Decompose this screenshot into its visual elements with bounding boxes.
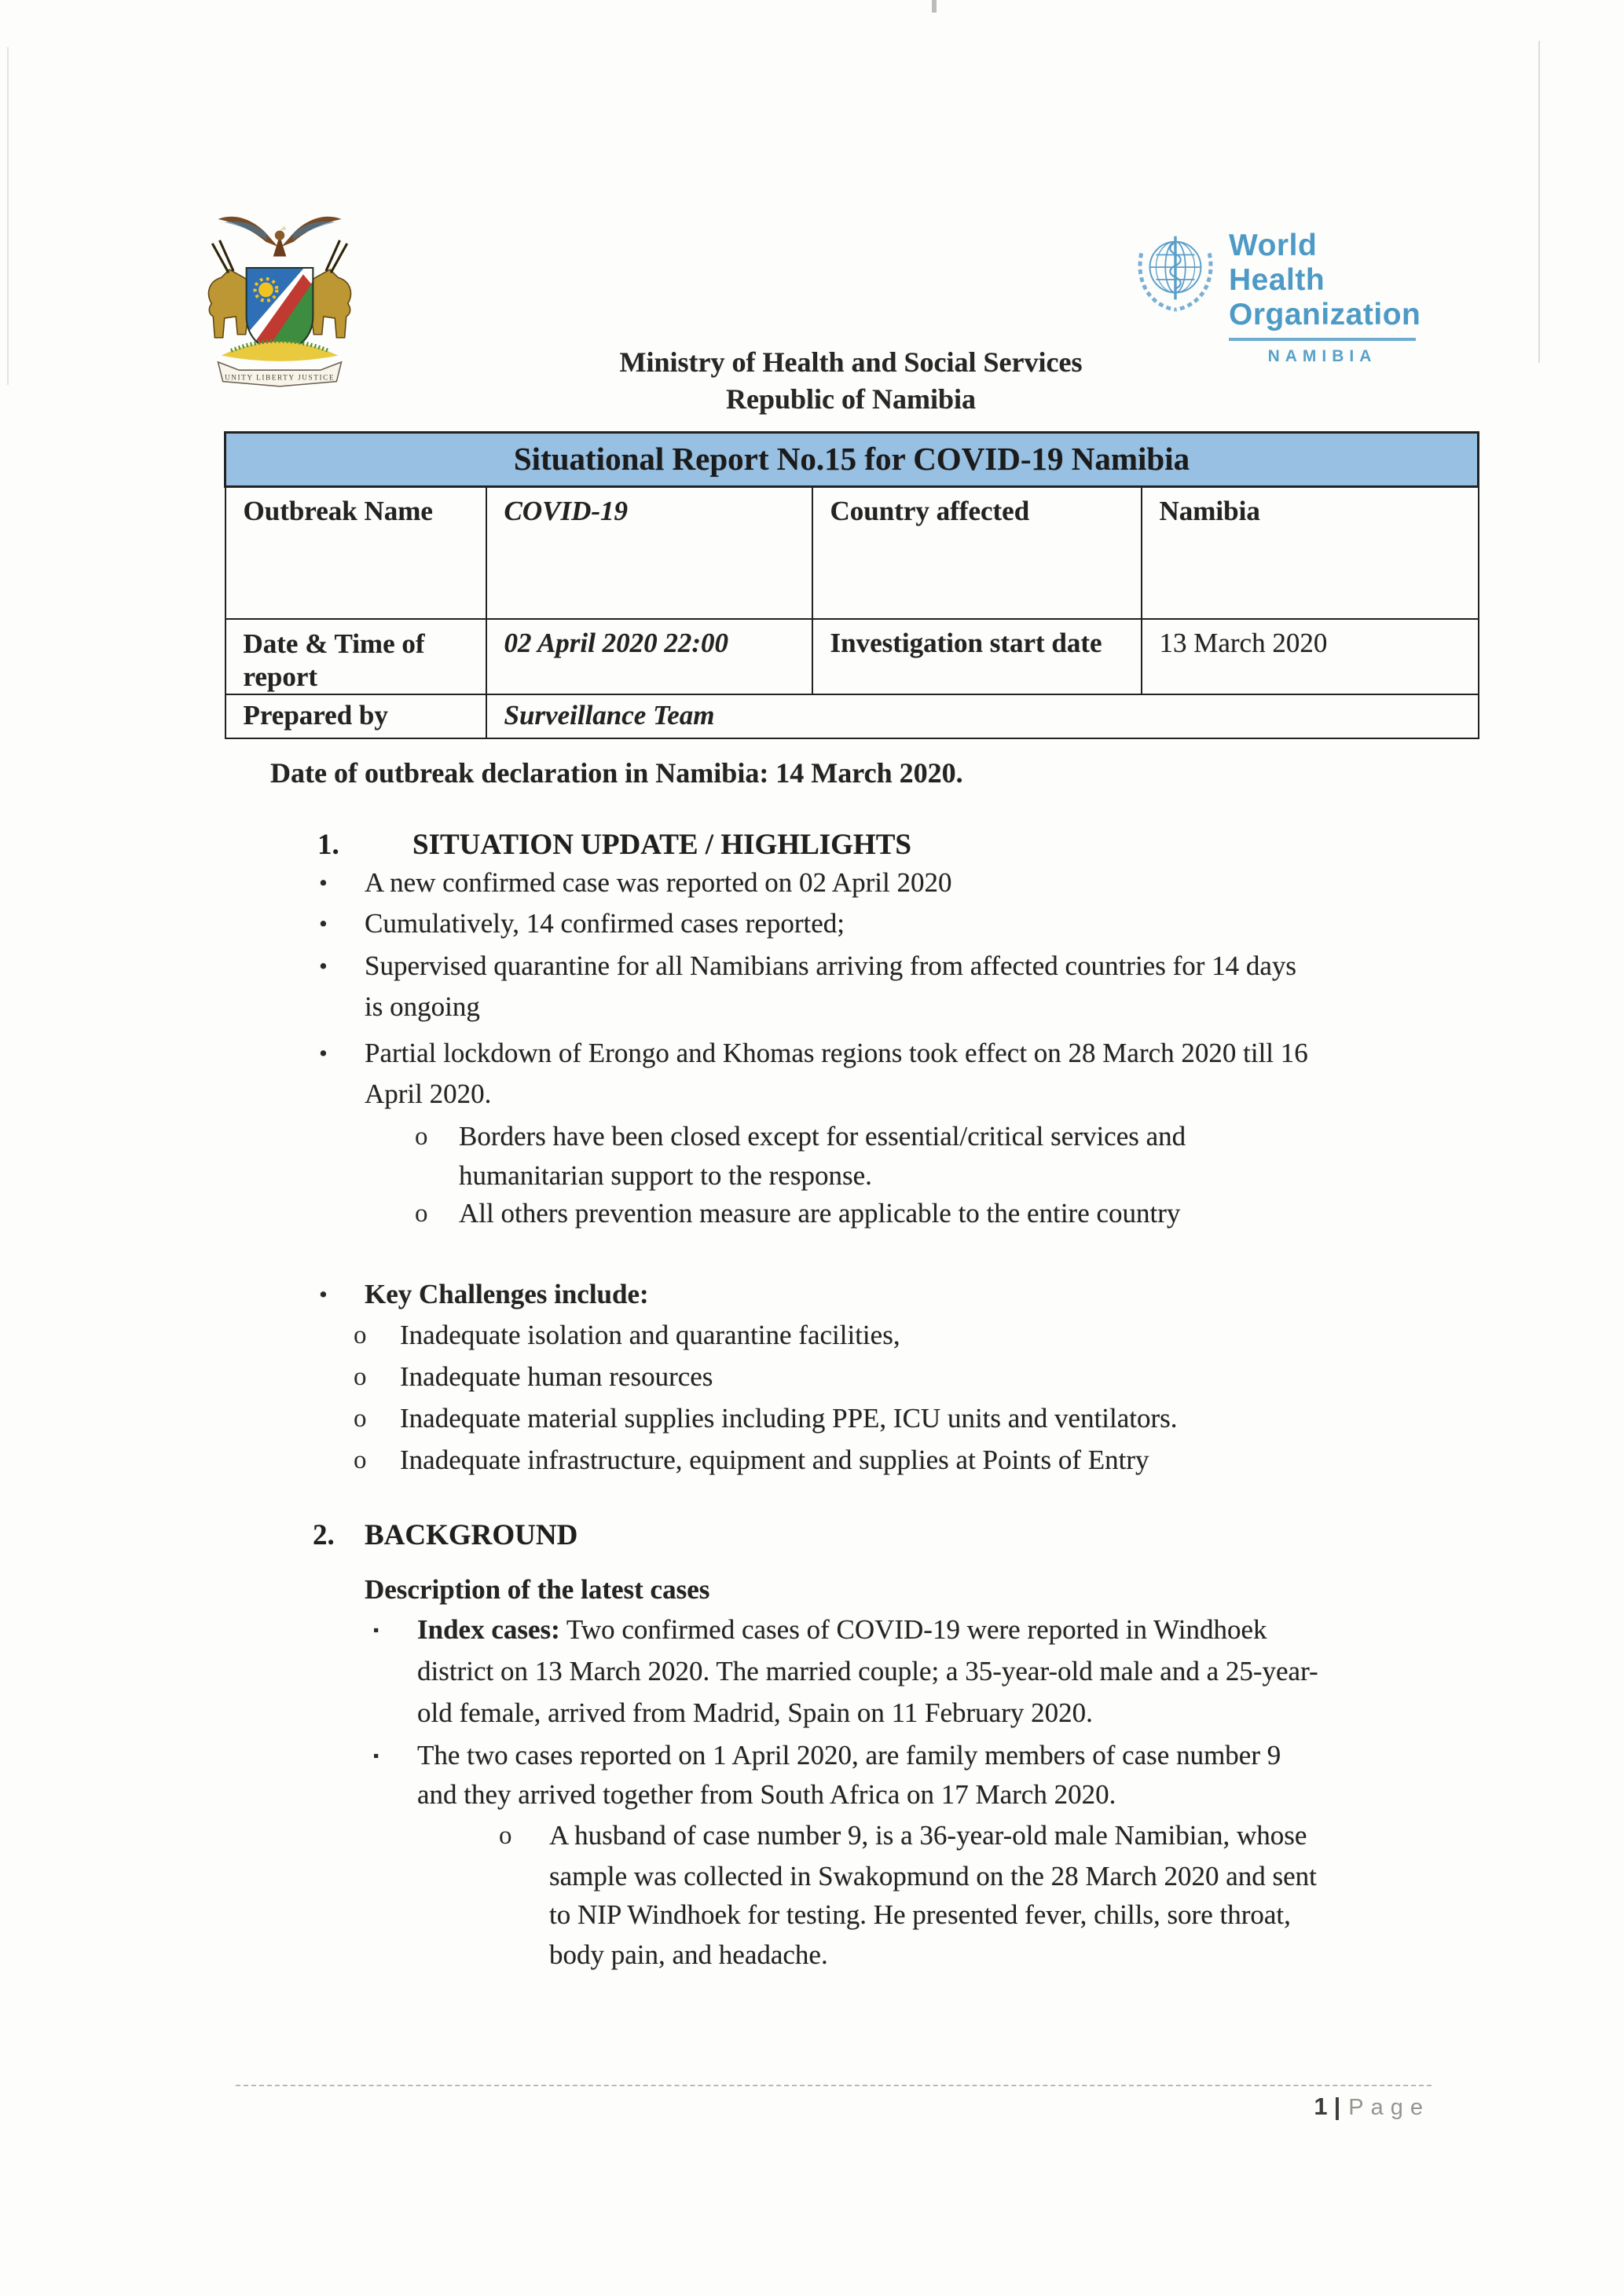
key-challenges-title: Key Challenges include: [365, 1279, 649, 1309]
index-cases-cont: district on 13 March 2020. The married couple; a 35-year-old male and a 25-year- [417, 1656, 1318, 1686]
bullet-icon: • [319, 952, 328, 980]
report-title: Situational Report No.15 for COVID-19 Namibia [225, 433, 1479, 487]
index-cases-cont: old female, arrived from Madrid, Spain on 11 February 2020. [417, 1697, 1093, 1728]
index-cases-label: Index cases: [417, 1614, 560, 1645]
highlight-item-cont: April 2020. [365, 1078, 492, 1109]
who-underline [1229, 338, 1416, 341]
scan-artifact [7, 47, 9, 385]
section2-title: BACKGROUND [365, 1519, 578, 1551]
index-cases-line [417, 1613, 1267, 1647]
sub-bullet-icon: o [415, 1199, 428, 1228]
page-label: Page [1348, 2095, 1430, 2120]
square-bullet-icon: ▪ [373, 1620, 379, 1639]
highlight-item: Partial lockdown of Erongo and Khomas regions took effect on 28 March 2020 till 16 [365, 1038, 1308, 1068]
husband-case-line: A husband of case number 9, is a 36-year-old male Namibian, whose [549, 1820, 1307, 1851]
section1-number: 1. [317, 829, 339, 861]
investigation-start-value: 13 March 2020 [1142, 619, 1479, 694]
ministry-line1: Ministry of Health and Social Services [619, 346, 1083, 378]
date-time-label: Date & Time of report [225, 619, 486, 694]
prepared-by-label: Prepared by [225, 694, 486, 738]
bullet-icon: • [319, 1039, 328, 1067]
husband-case-cont: to NIP Windhoek for testing. He presented fever, chills, sore throat, [549, 1899, 1291, 1930]
outbreak-declaration: Date of outbreak declaration in Namibia: 14 March 2020. [270, 757, 963, 789]
footer-divider [236, 2085, 1432, 2086]
date-time-value: 02 April 2020 22:00 [486, 619, 812, 694]
scan-artifact [1538, 41, 1540, 363]
sub-bullet-icon: o [499, 1822, 512, 1850]
who-emblem-icon [1129, 227, 1222, 324]
sub-bullet-icon: o [354, 1404, 367, 1433]
ministry-heading [224, 344, 1478, 418]
table-row [225, 694, 1479, 738]
challenge-item: Inadequate material supplies including PPE, ICU units and ventilators. [400, 1403, 1178, 1434]
bullet-icon: • [319, 1280, 328, 1308]
who-country-label: NAMIBIA [1267, 347, 1377, 365]
footer-separator: | [1333, 2093, 1341, 2120]
sub-bullet-icon: o [415, 1122, 428, 1151]
page-footer [1163, 2093, 1430, 2121]
case2-cont: and they arrived together from South Africa on 17 March 2020. [417, 1779, 1116, 1810]
bullet-icon: • [319, 910, 328, 937]
sub-item: Borders have been closed except for essential/critical services and [459, 1121, 1186, 1152]
husband-case-cont: sample was collected in Swakopmund on the 28 March 2020 and sent [549, 1861, 1317, 1891]
sub-item-cont: humanitarian support to the response. [459, 1160, 872, 1191]
highlight-item: Supervised quarantine for all Namibians arriving from affected countries for 14 days [365, 950, 1297, 981]
highlight-item: A new confirmed case was reported on 02 April 2020 [365, 867, 952, 898]
who-name-line1: World Health [1229, 229, 1325, 297]
investigation-start-label: Investigation start date [812, 619, 1142, 694]
table-row [225, 619, 1479, 694]
challenge-item: Inadequate human resources [400, 1361, 713, 1392]
sub-bullet-icon: o [354, 1446, 367, 1474]
country-affected-value: Namibia [1142, 487, 1479, 619]
page-number: 1 [1314, 2093, 1328, 2120]
sub-item: All others prevention measure are applicable to the entire country [459, 1198, 1181, 1229]
table-row [225, 487, 1479, 619]
section1-title: SITUATION UPDATE / HIGHLIGHTS [412, 829, 911, 861]
table-title-row [225, 433, 1479, 487]
report-summary-table [224, 431, 1479, 739]
husband-case-cont: body pain, and headache. [549, 1939, 828, 1970]
scan-artifact [932, 0, 937, 13]
outbreak-name-label: Outbreak Name [225, 487, 486, 619]
case2-line: The two cases reported on 1 April 2020, are family members of case number 9 [417, 1740, 1281, 1771]
index-cases-text: Two confirmed cases of COVID-19 were reported in Windhoek [559, 1614, 1267, 1645]
who-name-line2: Organization [1229, 298, 1421, 331]
highlight-item-cont: is ongoing [365, 991, 480, 1022]
background-subtitle: Description of the latest cases [365, 1574, 710, 1605]
country-affected-label: Country affected [812, 487, 1142, 619]
section2-number: 2. [313, 1519, 335, 1551]
outbreak-name-value: COVID-19 [486, 487, 812, 619]
ministry-line2: Republic of Namibia [725, 383, 977, 415]
prepared-by-value: Surveillance Team [486, 694, 1479, 738]
sub-bullet-icon: o [354, 1363, 367, 1391]
square-bullet-icon: ▪ [373, 1746, 379, 1765]
bullet-icon: • [319, 869, 328, 896]
challenge-item: Inadequate infrastructure, equipment and supplies at Points of Entry [400, 1445, 1149, 1475]
sub-bullet-icon: o [354, 1321, 367, 1349]
eagle-icon [218, 217, 341, 257]
coat-of-arms-motto: UNITY LIBERTY JUSTICE [224, 374, 335, 383]
highlight-item: Cumulatively, 14 confirmed cases reported; [365, 908, 845, 939]
challenge-item: Inadequate isolation and quarantine facilities, [400, 1320, 900, 1350]
